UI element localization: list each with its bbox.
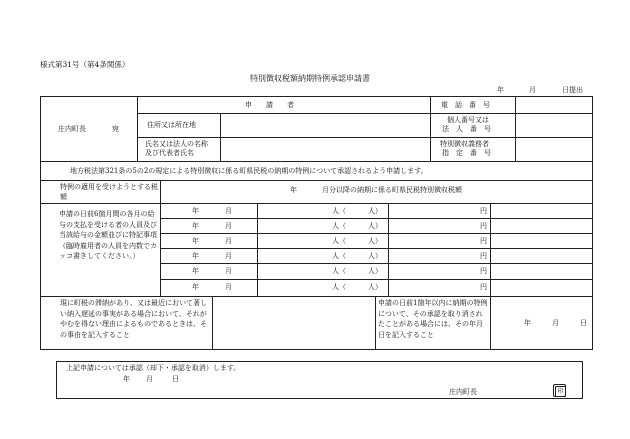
row-month: 月 [225,283,232,291]
row-month: 月 [225,267,232,275]
tax-type-year: 年 [290,186,297,194]
row-temp: 人） [368,222,382,230]
submit-year: 年 [497,86,504,94]
addressee-name: 庄内町長 [58,125,86,133]
delinquency-label: 現に町税の滞納があり、又は最近において著しい納入遅延の事実がある場合において、それがやむを得ない理由によるものであるときは、その事由を記入すること [60,299,207,339]
statement: 地方税法第321条の5の2の規定による特別徴収に係る町県民税の納期の特例について承認されるよう申請します。 [70,167,428,175]
row-yen: 円 [480,283,487,291]
name-label-2: 及び代表者氏名 [145,149,194,157]
row-temp: 人） [368,283,382,291]
row-year: 年 [192,222,199,230]
row-month: 月 [225,207,232,215]
collector-number-field[interactable] [516,138,592,160]
seal-stamp: 印 [555,386,566,397]
row-yen: 円 [480,252,487,260]
row-people: 人（ [332,283,346,291]
form-id: 様式第31号（第4条関係） [40,60,130,69]
row-people: 人（ [332,252,346,260]
row-year: 年 [192,267,199,275]
row-year: 年 [192,207,199,215]
row-year: 年 [192,237,199,245]
payments-label: 申請の日前6箇月間の各月の給与の支払を受ける者の人員及び当該給与の金額並びに特記事項（臨時雇用者の人員を内数でカッコ書きしてください。） [59,210,157,260]
row-yen: 円 [480,237,487,245]
row-month: 月 [225,237,232,245]
id-label-2: 法 人 番 号 [442,125,491,133]
address-label: 住所又は所在地 [147,121,196,129]
row-month: 月 [225,252,232,260]
row-temp: 人） [368,207,382,215]
submit-day: 日提出 [562,86,583,94]
row-temp: 人） [368,237,382,245]
name-label-1: 氏名又は法人の名称 [145,140,208,148]
approval-day: 日 [172,375,179,383]
row-year: 年 [192,283,199,291]
revocation-month: 月 [552,319,559,327]
row-people: 人（ [332,267,346,275]
row-temp: 人） [368,267,382,275]
id-label-1: 個人番号又は [447,116,489,124]
collector-label-2: 指 定 番 号 [442,149,491,157]
addressee-honorific: 宛 [112,125,119,133]
applicant-header: 申 請 者 [245,101,294,109]
approval-month: 月 [146,375,153,383]
form-title: 特別徴収税額納期特例承認申請書 [250,74,370,83]
row-people: 人（ [332,222,346,230]
phone-label: 電 話 番 号 [441,101,490,109]
approval-text: 上記申請については承認（却下・承認を取消）します。 [66,364,241,372]
revocation-label: 申請の日前1箇年以内に納期の特例について、その承認を取り消されたことがある場合には、その年月日を記入すること [378,299,488,339]
id-number-field[interactable] [516,114,592,136]
address-field[interactable] [221,114,429,136]
submit-month: 月 [529,86,536,94]
row-yen: 円 [480,267,487,275]
revocation-day: 日 [580,319,587,327]
row-year: 年 [192,252,199,260]
name-field[interactable] [221,138,429,160]
row-temp: 人） [368,252,382,260]
phone-field[interactable] [516,97,592,112]
row-people: 人（ [332,237,346,245]
mayor-label: 庄内町長 [449,388,477,396]
collector-label-1: 特別徴収義務者 [440,140,489,148]
row-yen: 円 [480,222,487,230]
row-yen: 円 [480,207,487,215]
row-month: 月 [225,222,232,230]
tax-type-value: 月分以降の納期に係る町県民税特別徴収税額 [322,186,462,194]
tax-type-label: 特例の適用を受けようとする税額 [60,183,158,201]
row-people: 人（ [332,207,346,215]
revocation-year: 年 [524,319,531,327]
approval-year: 年 [123,375,130,383]
